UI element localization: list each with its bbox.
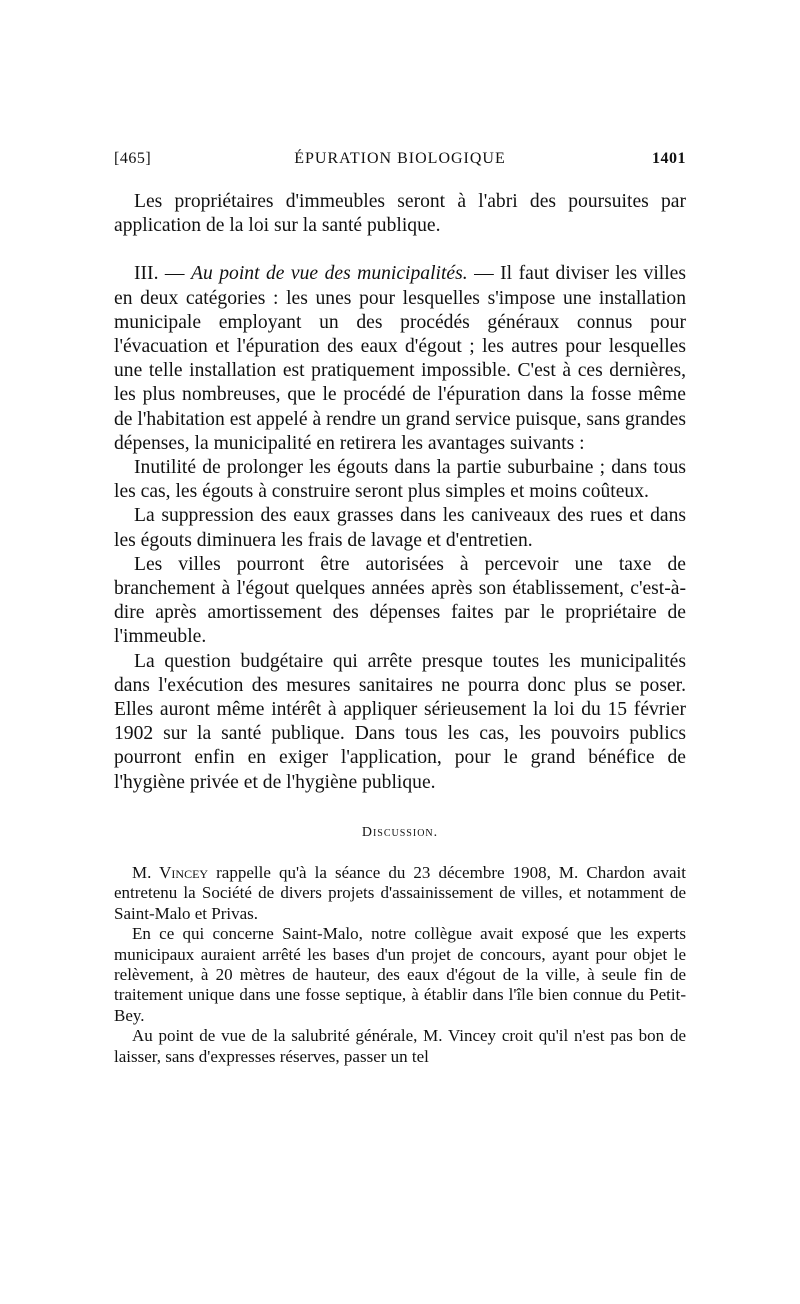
paragraph-tax: Les villes pourront être autorisées à percevoir une taxe de branchement à l'égout quelques années après son établissement, c'est-à-dire après amortissement des dépenses faites par le propriétaire de l'immeuble. <box>114 553 686 648</box>
running-title: ÉPURATION BIOLOGIQUE <box>294 150 506 167</box>
section-heading: Au point de vue des municipalités. <box>191 263 468 285</box>
paragraph-municipalities <box>114 262 686 456</box>
paragraph-budget: La question budgétaire qui arrête presque toutes les municipalités dans l'exécution des mesures sanitaires ne pourra donc plus se poser. Elles auront même intérêt à appliquer sérieusement la loi du 15 février 1902 sur la santé publique. Dans tous les cas, les pouvoirs publics pourront enfin en exiger l'application, pour le grand bénéfice de l'hygiène privée et de l'hygiène publique. <box>114 650 686 793</box>
document-page <box>114 150 686 1067</box>
page-reference: [465] <box>114 150 152 167</box>
paragraph-owners: Les propriétaires d'immeubles seront à l'abri des poursuites par application de la loi sur la santé publique. <box>114 191 686 237</box>
section-number: III. — <box>134 263 191 285</box>
discussion-text <box>114 863 686 1067</box>
paragraph-greasy-water: La suppression des eaux grasses dans les caniveaux des rues et dans les égouts diminuera les frais de lavage et d'entretien. <box>114 505 686 551</box>
paragraph-sewers: Inutilité de prolonger les égouts dans la partie suburbaine ; dans tous les cas, les égouts à construire seront plus simples et moins coûteux. <box>114 457 686 503</box>
discussion-paragraph-2: En ce qui concerne Saint-Malo, notre collègue avait exposé que les experts municipaux auraient arrêté les bases d'un projet de concours, ayant pour objet le relèvement, à 20 mètres de hauteur, des eaux d'égout de la ville, à seule fin de traitement unique dans une fosse septique, à établir dans l'île bien connue du Petit-Bey. <box>114 924 686 1025</box>
discussion-title: Discussion. <box>361 824 439 840</box>
discussion-paragraph-1-text: rappelle qu'à la séance du 23 décembre 1908, M. Chardon avait entretenu la Société de divers projets d'assainissement de villes, et notamment de Saint-Malo et Privas. <box>114 862 687 923</box>
running-header <box>114 150 686 176</box>
page-number: 1401 <box>652 150 686 167</box>
speaker-name: M. Vincey <box>132 862 209 882</box>
discussion-paragraph-3: Au point de vue de la salubrité générale, M. Vincey croit qu'il n'est pas bon de laisser, sans d'expresses réserves, passer un tel <box>114 1026 686 1066</box>
main-text <box>114 190 686 795</box>
discussion-paragraph-1 <box>114 863 686 924</box>
section-text: — Il faut diviser les villes en deux catégories : les unes pour lesquelles s'impose une installation municipale employant un des procédés généraux connus pour l'évacuation et l'épuration des eaux d'égout ; les autres pour lesquelles une telle installation est pratiquement impossible. C'est à ces dernières, les plus nombreuses, que le procédé de l'épuration dans la fosse même de l'habitation est appelé à rendre un grand service puisque, sans grandes dépenses, la municipalité en retirera les avantages suivants : <box>114 263 686 454</box>
